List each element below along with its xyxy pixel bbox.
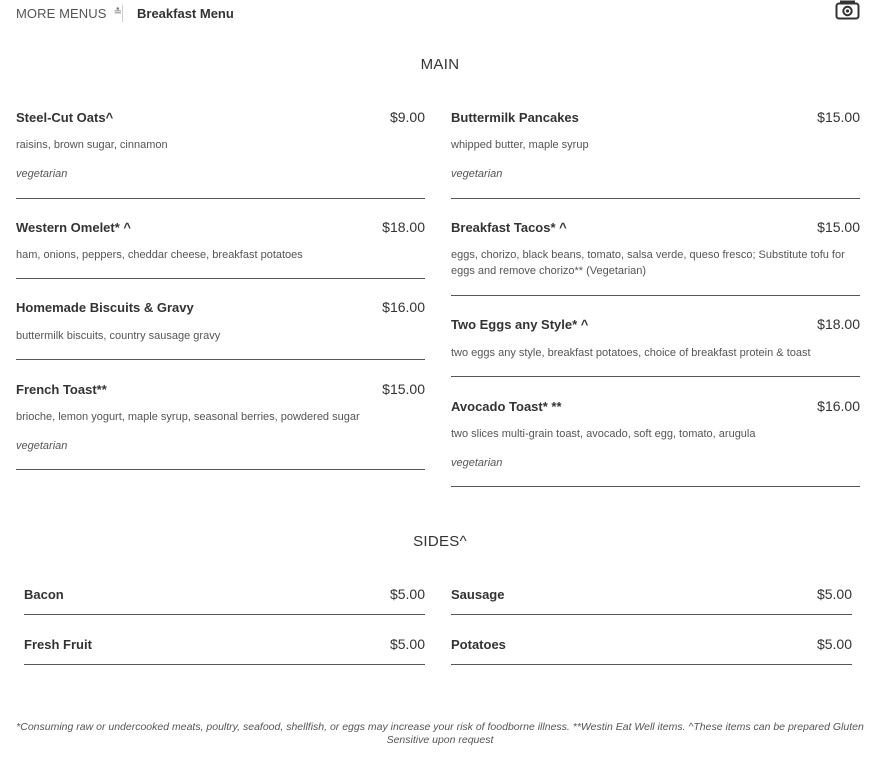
item-description: raisins, brown sugar, cinnamon bbox=[16, 139, 168, 151]
item-name: Two Eggs any Style* ^ bbox=[451, 317, 589, 332]
item-name: Steel-Cut Oats^ bbox=[16, 110, 114, 125]
item-price: $15.00 bbox=[817, 109, 860, 125]
item-description: buttermilk biscuits, country sausage gravy bbox=[16, 330, 221, 342]
more-menus-label: MORE MENUS bbox=[16, 6, 107, 21]
menu-item bbox=[451, 218, 860, 296]
item-price: $16.00 bbox=[817, 398, 860, 414]
more-menus-dropdown[interactable] bbox=[16, 6, 122, 21]
side-name: Bacon bbox=[24, 587, 64, 602]
item-price: $15.00 bbox=[817, 219, 860, 235]
allergen-footnote: *Consuming raw or undercooked meats, poultry, seafood, shellfish, or eggs may increase your risk of foodborne illness. **Westin Eat Well items. ^These items can be prepared Gluten Sensitive upon request bbox=[16, 721, 864, 746]
section-title-sides: SIDES^ bbox=[413, 533, 467, 550]
item-dietary-tag: vegetarian bbox=[451, 457, 503, 469]
side-item bbox=[451, 636, 852, 665]
side-item bbox=[24, 586, 425, 615]
item-name: Buttermilk Pancakes bbox=[451, 110, 579, 125]
item-description: two slices multi-grain toast, avocado, soft egg, tomato, arugula bbox=[451, 428, 756, 440]
menu-item bbox=[16, 298, 425, 360]
item-name: Western Omelet* ^ bbox=[16, 220, 132, 235]
side-item bbox=[451, 586, 852, 615]
item-name: Avocado Toast* ** bbox=[451, 399, 562, 414]
item-name: French Toast** bbox=[16, 382, 107, 397]
side-name: Sausage bbox=[451, 587, 505, 602]
item-description: brioche, lemon yogurt, maple syrup, seasonal berries, powdered sugar bbox=[16, 411, 360, 423]
side-name: Fresh Fruit bbox=[24, 637, 92, 652]
menu-item bbox=[451, 395, 860, 487]
menu-item bbox=[16, 218, 425, 279]
camera-icon[interactable] bbox=[835, 0, 860, 20]
side-price: $5.00 bbox=[816, 636, 852, 652]
item-price: $15.00 bbox=[382, 381, 425, 397]
item-description: whipped butter, maple syrup bbox=[451, 139, 589, 151]
item-name: Homemade Biscuits & Gravy bbox=[16, 300, 194, 315]
chevron-down-double-icon: ≛ bbox=[113, 6, 123, 18]
item-description: two eggs any style, breakfast potatoes, choice of breakfast protein & toast bbox=[451, 347, 811, 359]
item-price: $9.00 bbox=[389, 109, 425, 125]
item-dietary-tag: vegetarian bbox=[16, 168, 68, 180]
side-price: $5.00 bbox=[816, 586, 852, 602]
side-item bbox=[24, 636, 425, 665]
item-description: ham, onions, peppers, cheddar cheese, breakfast potatoes bbox=[16, 249, 303, 261]
menu-item bbox=[16, 108, 425, 199]
side-price: $5.00 bbox=[389, 586, 425, 602]
item-price: $18.00 bbox=[817, 316, 860, 332]
side-name: Potatoes bbox=[451, 637, 506, 652]
item-price: $16.00 bbox=[382, 299, 425, 315]
section-title-main: MAIN bbox=[420, 56, 460, 73]
item-description: eggs, chorizo, black beans, tomato, salsa verde, queso fresco; Substitute tofu for eggs and remove chorizo** (Vegetarian) bbox=[451, 249, 845, 277]
top-bar bbox=[16, 0, 864, 28]
side-price: $5.00 bbox=[389, 636, 425, 652]
current-menu-title: Breakfast Menu bbox=[137, 6, 234, 21]
item-price: $18.00 bbox=[382, 219, 425, 235]
nav-divider bbox=[122, 5, 123, 22]
item-dietary-tag: vegetarian bbox=[16, 440, 68, 452]
menu-item bbox=[451, 108, 860, 199]
item-name: Breakfast Tacos* ^ bbox=[451, 220, 567, 235]
menu-item bbox=[16, 379, 425, 470]
menu-item bbox=[451, 314, 860, 377]
item-dietary-tag: vegetarian bbox=[451, 168, 503, 180]
